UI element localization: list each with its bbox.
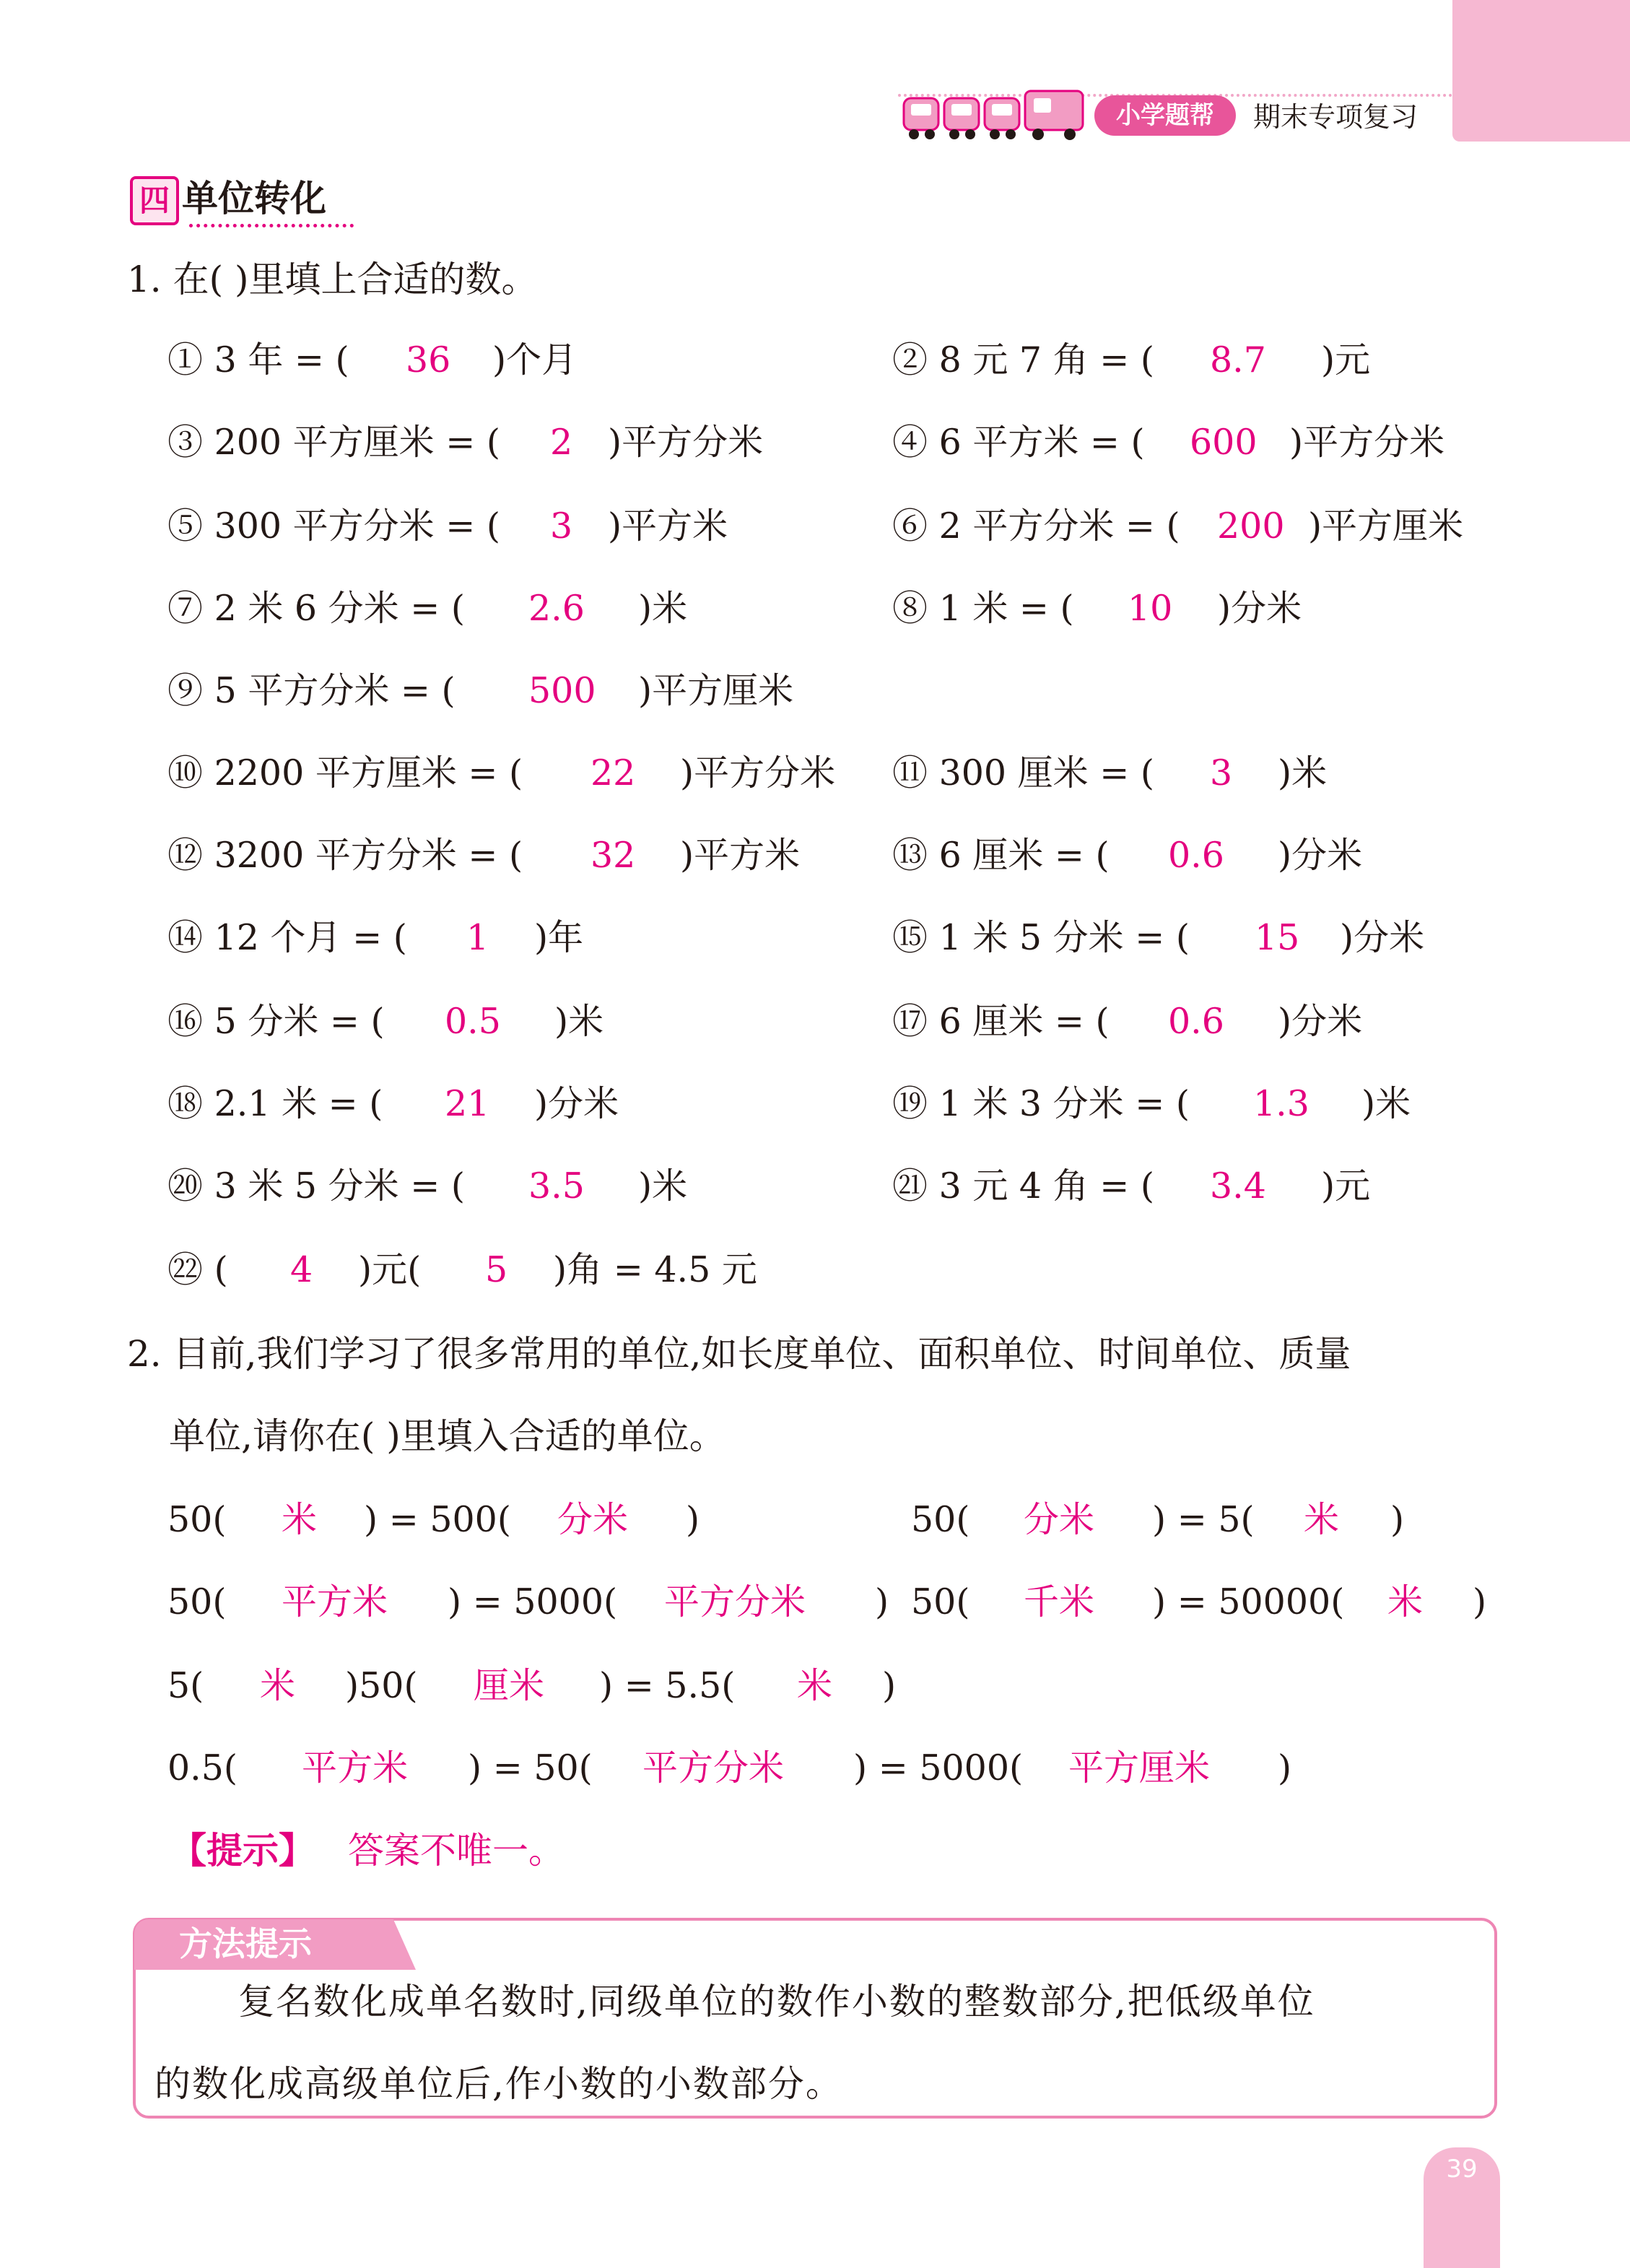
- q1-item-text: ⑬ 6 厘米 = (: [892, 835, 1110, 876]
- q1-item-answer: 22: [590, 752, 636, 794]
- q1-item-unit: )分米: [534, 1083, 619, 1124]
- section-title: 单位转化: [182, 178, 326, 220]
- q2-answer: 平方米: [282, 1581, 388, 1622]
- q1-item-text: ⑥ 2 平方分米 = (: [892, 505, 1180, 547]
- q2-answer: 米: [1387, 1581, 1424, 1622]
- q1-item-text: ⑱ 2.1 米 = (: [167, 1083, 383, 1124]
- q1-item-answer: 0.6: [1168, 1001, 1224, 1042]
- q1-item-answer: 500: [528, 670, 596, 711]
- q1-item-unit: )分米: [1278, 835, 1363, 876]
- q1-item-text: ② 8 元 7 角 = (: [892, 339, 1154, 381]
- q2-answer: 千米: [1024, 1581, 1095, 1622]
- q2-text: ) = 5000(: [448, 1581, 618, 1622]
- q1-item-text: ⑦ 2 米 6 分米 = (: [167, 588, 465, 629]
- q2-answer: 平方分米: [642, 1747, 785, 1789]
- q2-answer: 米: [282, 1499, 318, 1540]
- q2-answer: 平方米: [302, 1747, 409, 1789]
- q1-item-text: ㉑ 3 元 4 角 = (: [892, 1165, 1154, 1207]
- q1-prompt: 1. 在( )里填上合适的数。: [127, 258, 538, 300]
- q1-item-answer: 600: [1190, 422, 1258, 463]
- q1-item-text: ⑲ 1 米 3 分米 = (: [892, 1083, 1190, 1124]
- q1-item-unit: )元: [1321, 1165, 1371, 1207]
- q2-answer: 平方厘米: [1068, 1747, 1211, 1789]
- q1-item-answer: 1: [466, 917, 489, 958]
- brand-badge: 小学题帮: [1094, 95, 1236, 136]
- q1-item-answer: 32: [590, 835, 636, 876]
- q1-item-unit: )平方厘米: [638, 670, 794, 711]
- q2-answer: 平方分米: [664, 1581, 806, 1622]
- method-tip-line2: 的数化成高级单位后,作小数的小数部分。: [154, 2063, 843, 2105]
- q2-text: ) = 5.5(: [599, 1665, 736, 1706]
- q1-item-unit: )个月: [492, 339, 578, 381]
- q1-item-unit: )分米: [1278, 1001, 1363, 1042]
- q1-item-text: )元(: [358, 1249, 422, 1290]
- q1-item-answer: 2.6: [528, 588, 585, 629]
- q1-item-unit: )米: [1278, 752, 1328, 794]
- header-title: 期末专项复习: [1253, 101, 1418, 133]
- q2-text: ) = 500(: [364, 1499, 511, 1540]
- q2-answer: 米: [260, 1665, 296, 1706]
- q2-answer: 米: [1304, 1499, 1340, 1540]
- q1-item-answer: 1.3: [1253, 1083, 1309, 1124]
- q2-answer: 米: [797, 1665, 833, 1706]
- page-number: 39: [1446, 2155, 1478, 2184]
- section-number-badge: 四: [130, 176, 179, 225]
- q1-item-answer: 3: [1210, 752, 1233, 794]
- q1-item-text: ⑨ 5 平方分米 = (: [167, 670, 456, 711]
- q2-text: 50(: [167, 1581, 227, 1622]
- q2-text: ) = 5(: [1152, 1499, 1255, 1540]
- q1-item-text: ⑤ 300 平方分米 = (: [167, 505, 501, 547]
- hint-label: 【提示】: [170, 1830, 315, 1872]
- q2-text: 50(: [911, 1581, 970, 1622]
- q1-item-answer: 8.7: [1210, 339, 1266, 381]
- q2-prompt-line2: 单位,请你在( )里填入合适的单位。: [169, 1415, 725, 1457]
- q1-item-unit: )平方分米: [680, 752, 836, 794]
- q1-item-text: ⑩ 2200 平方厘米 = (: [167, 752, 523, 794]
- q1-item-text: ⑪ 300 厘米 = (: [892, 752, 1155, 794]
- section-title-underline: [189, 224, 354, 227]
- q1-item-unit: )分米: [1217, 588, 1302, 629]
- q1-item-unit: )米: [638, 1165, 688, 1207]
- q1-item-text: ⑮ 1 米 5 分米 = (: [892, 917, 1190, 958]
- q2-text: ) = 50000(: [1152, 1581, 1345, 1622]
- q1-item-answer: 2: [550, 422, 573, 463]
- q2-text: ): [882, 1665, 897, 1706]
- q1-item-answer: 0.6: [1168, 835, 1224, 876]
- q1-item-unit: )元: [1321, 339, 1371, 381]
- method-tip-label: 方法提示: [179, 1924, 312, 1963]
- q1-item-answer: 4: [290, 1249, 313, 1290]
- q1-item-answer: 5: [485, 1249, 508, 1290]
- q1-item-text: ④ 6 平方米 = (: [892, 422, 1145, 463]
- q2-text: ): [686, 1499, 700, 1540]
- q1-item-answer: 10: [1128, 588, 1173, 629]
- q1-item-answer: 3.5: [528, 1165, 585, 1207]
- q1-item-text: ⑫ 3200 平方分米 = (: [167, 835, 523, 876]
- q1-item-text: ⑯ 5 分米 = (: [167, 1001, 385, 1042]
- q2-prompt-line1: 2. 目前,我们学习了很多常用的单位,如长度单位、面积单位、时间单位、质量: [127, 1333, 1351, 1375]
- q2-text: 5(: [167, 1665, 204, 1706]
- q1-item-unit: )分米: [1340, 917, 1425, 958]
- q2-text: ): [875, 1581, 889, 1622]
- q2-text: ) = 50(: [468, 1747, 593, 1789]
- q2-answer: 厘米: [474, 1665, 545, 1706]
- q1-item-text: ⑰ 6 厘米 = (: [892, 1001, 1110, 1042]
- q2-text: ): [1278, 1747, 1292, 1789]
- train-icon: [901, 88, 1089, 143]
- q1-item-unit: )平方分米: [1289, 422, 1445, 463]
- q1-item-unit: )平方米: [680, 835, 801, 876]
- q2-text: ): [1390, 1499, 1405, 1540]
- q1-item-answer: 3.4: [1210, 1165, 1266, 1207]
- q1-item-unit: )平方米: [608, 505, 728, 547]
- q1-item-answer: 21: [445, 1083, 490, 1124]
- q2-text: 0.5(: [167, 1747, 238, 1789]
- q1-item-unit: )平方厘米: [1308, 505, 1464, 547]
- q2-answer: 分米: [1024, 1499, 1095, 1540]
- q1-item-unit: )米: [554, 1001, 604, 1042]
- q1-item-answer: 36: [406, 339, 451, 381]
- method-tip-line1: 复名数化成单名数时,同级单位的数作小数的整数部分,把低级单位: [238, 1981, 1315, 2022]
- q1-item-text: ① 3 年 = (: [167, 339, 349, 381]
- q1-item-answer: 200: [1217, 505, 1285, 547]
- q1-item-answer: 3: [550, 505, 573, 547]
- q2-text: )50(: [345, 1665, 418, 1706]
- q1-item-text: ③ 200 平方厘米 = (: [167, 422, 501, 463]
- q1-item-unit: )年: [534, 917, 584, 958]
- q1-item-text: ⑳ 3 米 5 分米 = (: [167, 1165, 465, 1207]
- hint-text: 答案不唯一。: [348, 1830, 565, 1872]
- q2-text: 50(: [167, 1499, 227, 1540]
- q1-item-unit: )米: [1361, 1083, 1411, 1124]
- q1-item-text: ㉒ (: [167, 1249, 228, 1290]
- q1-item-unit: )米: [638, 588, 688, 629]
- q1-item-answer: 0.5: [445, 1001, 501, 1042]
- q2-text: 50(: [911, 1499, 970, 1540]
- q1-item-text: ⑧ 1 米 = (: [892, 588, 1074, 629]
- corner-tab: [1452, 0, 1630, 142]
- q1-item-answer: 15: [1255, 917, 1300, 958]
- q2-text: ): [1473, 1581, 1487, 1622]
- q1-item-text: ⑭ 12 个月 = (: [167, 917, 407, 958]
- q1-item-unit: )角 = 4.5 元: [553, 1249, 757, 1290]
- q2-answer: 分米: [557, 1499, 629, 1540]
- q2-text: ) = 5000(: [853, 1747, 1024, 1789]
- q1-item-unit: )平方分米: [608, 422, 764, 463]
